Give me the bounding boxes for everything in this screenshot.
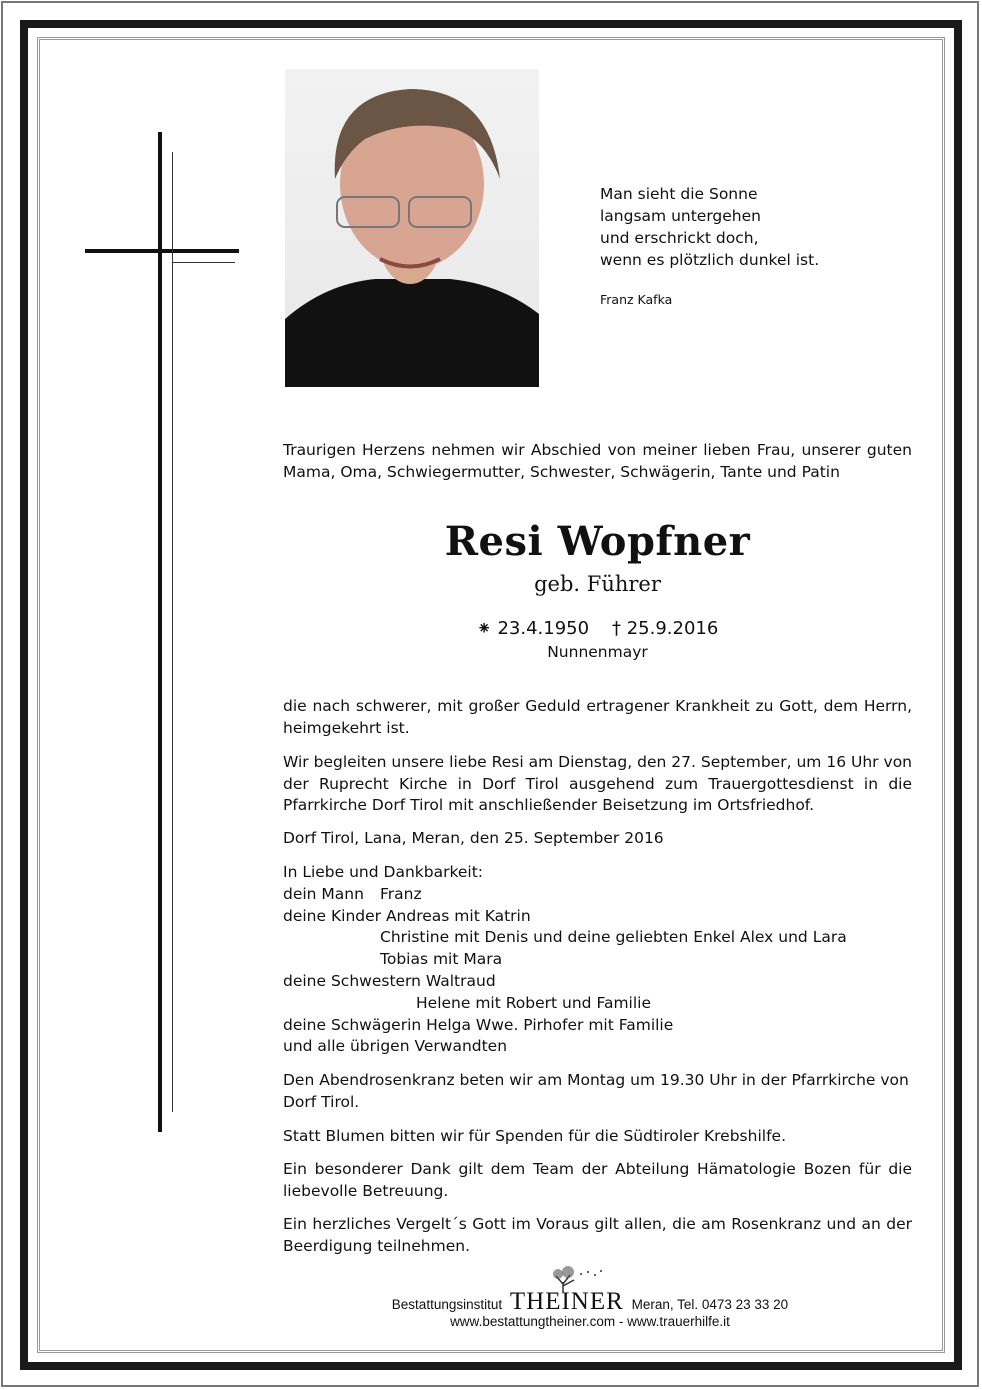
footer-prefix: Bestattungsinstitut [391,1297,503,1312]
quote-author: Franz Kafka [600,292,673,307]
paragraph-rosary: Den Abendrosenkranz beten wir am Montag um 19.30 Uhr in der Pfarrkirche von Dorf Tirol. [283,1071,909,1111]
family-row: deine Kinder Andreas mit Katrin [283,906,531,925]
birth-date: ⁕ 23.4.1950 [476,618,590,639]
portrait-photo [285,69,539,387]
family-row: und alle übrigen Verwandten [283,1037,508,1056]
quote-line: wenn es plötzlich dunkel ist. [600,251,820,269]
paragraph-passing: die nach schwerer, mit großer Geduld ertragener Krankheit zu Gott, dem Herrn, heimgekehrt ist. [283,697,912,737]
footer-contact: Meran, Tel. 0473 23 33 20 [631,1297,789,1312]
family-row: Christine mit Denis und deine geliebten Enkel Alex und Lara [380,928,847,947]
family-row: In Liebe und Dankbarkeit: [283,863,484,881]
family-row: Tobias mit Mara [380,950,503,969]
deceased-name: Resi Wopfner [444,518,751,565]
family-row: deine Schwägerin Helga Wwe. Pirhofer mit Familie [283,1015,674,1034]
place-name: Nunnenmayr [547,643,648,661]
quote [600,183,819,271]
intro-text: Traurigen Herzens nehmen wir Abschied von meiner lieben Frau, unserer guten Mama, Oma, Schwiegermutter, Schwester, Schwägerin, Tante und Patin [283,441,912,481]
quote-line: und erschrickt doch, [600,229,759,247]
family-list [283,862,912,1058]
family-row: deine Schwestern Waltraud [283,971,496,990]
footer-brand: THEINER [509,1288,624,1315]
footer [380,1288,800,1329]
paragraph-funeral: Wir begleiten unsere liebe Resi am Dienstag, den 27. September, um 16 Uhr von der Ruprecht Kirche in Dorf Tirol ausgehend zum Trauergottesdienst in die Pfarrkirche Dorf Tirol mit anschließender Beisetzung im Ortsfriedhof. [283,753,912,814]
birth-name: geb. Führer [534,572,661,596]
footer-websites: www.bestattungtheiner.com - www.trauerhilfe.it [450,1314,730,1329]
paragraph-thanks: Ein besonderer Dank gilt dem Team der Abteilung Hämatologie Bozen für die liebevolle Betreuung. [283,1160,912,1200]
quote-line: langsam untergehen [600,207,761,225]
family-row: Helene mit Robert und Familie [416,993,651,1012]
dates [283,618,912,639]
death-date: † 25.9.2016 [611,618,719,639]
paragraph-place-date: Dorf Tirol, Lana, Meran, den 25. September 2016 [283,829,664,847]
family-row: dein Mann Franz [283,884,422,903]
paragraph-donation: Statt Blumen bitten wir für Spenden für die Südtiroler Krebshilfe. [283,1127,786,1145]
paragraph-closing: Ein herzliches Vergelt´s Gott im Voraus gilt allen, die am Rosenkranz und an der Beerdigung teilnehmen. [283,1215,912,1255]
quote-line: Man sieht die Sonne [600,185,758,203]
